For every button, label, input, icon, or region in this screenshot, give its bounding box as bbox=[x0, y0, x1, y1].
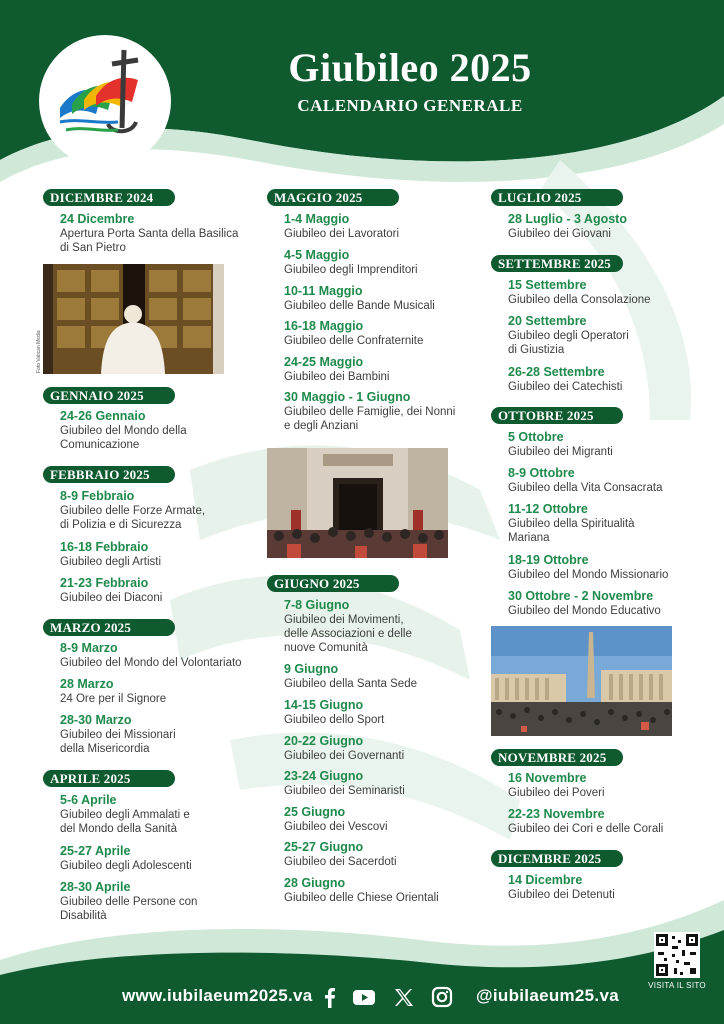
event-date: 25-27 Giugno bbox=[284, 840, 364, 854]
event-item[interactable] bbox=[508, 212, 627, 241]
event-desc: Giubileo degli Ammalati e bbox=[60, 809, 190, 821]
photo-st-peters-square bbox=[491, 626, 672, 736]
jubilee-logo-icon bbox=[38, 34, 172, 168]
event-item[interactable] bbox=[284, 805, 388, 834]
event-item[interactable] bbox=[284, 390, 455, 433]
event-desc: Giubileo delle Famiglie, dei Nonni bbox=[284, 406, 456, 418]
event-date: 28 Marzo bbox=[60, 677, 114, 691]
month-header: OTTOBRE 2025 bbox=[491, 407, 623, 424]
event-desc: della Misericordia bbox=[60, 743, 150, 755]
month-header: DICEMBRE 2025 bbox=[491, 850, 623, 867]
event-desc: Giubileo degli Operatori bbox=[508, 330, 629, 342]
event-desc: Giubileo della Santa Sede bbox=[284, 678, 417, 690]
basilica-entrance-image bbox=[267, 448, 448, 558]
event-item[interactable] bbox=[508, 502, 635, 545]
event-desc: Disabilità bbox=[60, 910, 107, 922]
event-desc: e degli Anziani bbox=[284, 420, 359, 432]
event-desc: Giubileo degli Imprenditori bbox=[284, 264, 418, 276]
event-date: 16 Novembre bbox=[508, 771, 587, 785]
event-date: 16-18 Maggio bbox=[284, 319, 364, 333]
event-date: 28 Giugno bbox=[284, 876, 346, 890]
event-desc: Giubileo del Mondo della bbox=[60, 425, 187, 437]
event-desc: 24 Ore per il Signore bbox=[60, 693, 167, 705]
instagram-icon[interactable] bbox=[430, 986, 454, 1008]
month-header: SETTEMBRE 2025 bbox=[491, 255, 623, 272]
event-date: 20 Settembre bbox=[508, 314, 587, 328]
event-desc: Giubileo dei Diaconi bbox=[60, 592, 163, 604]
event-date: 25-27 Aprile bbox=[60, 844, 131, 858]
event-desc: Giubileo degli Adolescenti bbox=[60, 860, 192, 872]
event-item[interactable] bbox=[508, 553, 668, 582]
month-header: FEBBRAIO 2025 bbox=[43, 466, 175, 483]
x-icon[interactable] bbox=[392, 986, 416, 1008]
event-date: 11-12 Ottobre bbox=[508, 502, 588, 516]
youtube-icon[interactable] bbox=[352, 986, 376, 1008]
event-item[interactable] bbox=[60, 641, 242, 670]
event-item[interactable] bbox=[60, 677, 166, 706]
event-item[interactable] bbox=[508, 466, 663, 495]
event-date: 28-30 Aprile bbox=[60, 880, 131, 894]
month-header: LUGLIO 2025 bbox=[491, 189, 623, 206]
event-date: 26-28 Settembre bbox=[508, 365, 605, 379]
jubilee-logo[interactable] bbox=[38, 34, 172, 168]
event-desc: Giubileo dei Giovani bbox=[508, 228, 611, 240]
event-desc: delle Associazioni e delle bbox=[284, 628, 412, 640]
event-item[interactable] bbox=[284, 598, 412, 655]
event-date: 5 Ottobre bbox=[508, 430, 564, 444]
event-date: 8-9 Ottobre bbox=[508, 466, 575, 480]
event-desc: Giubileo dei Vescovi bbox=[284, 821, 388, 833]
event-item[interactable] bbox=[284, 734, 404, 763]
event-item[interactable] bbox=[284, 876, 439, 905]
event-date: 30 Maggio - 1 Giugno bbox=[284, 390, 411, 404]
event-desc: di Polizia e di Sicurezza bbox=[60, 519, 182, 531]
event-desc: Giubileo delle Chiese Orientali bbox=[284, 892, 439, 904]
event-desc: Giubileo delle Confraternite bbox=[284, 335, 424, 347]
event-item[interactable] bbox=[284, 840, 397, 869]
event-item[interactable] bbox=[60, 793, 190, 836]
month-header: MAGGIO 2025 bbox=[267, 189, 399, 206]
month-header: GIUGNO 2025 bbox=[267, 575, 399, 592]
event-item[interactable] bbox=[284, 662, 417, 691]
event-item[interactable] bbox=[508, 589, 661, 618]
event-desc: Giubileo dei Missionari bbox=[60, 729, 176, 741]
event-date: 18-19 Ottobre bbox=[508, 553, 589, 567]
event-item[interactable] bbox=[60, 880, 197, 923]
event-date: 30 Ottobre - 2 Novembre bbox=[508, 589, 654, 603]
event-date: 14 Dicembre bbox=[508, 873, 583, 887]
event-date: 16-18 Febbraio bbox=[60, 540, 149, 554]
event-date: 20-22 Giugno bbox=[284, 734, 364, 748]
photo-basilica-entrance bbox=[267, 448, 448, 558]
event-date: 5-6 Aprile bbox=[60, 793, 117, 807]
photo-holy-door bbox=[43, 264, 224, 374]
event-item[interactable] bbox=[284, 769, 405, 798]
page-title: Giubileo 2025 bbox=[288, 45, 532, 90]
month-header: MARZO 2025 bbox=[43, 619, 175, 636]
event-item[interactable] bbox=[508, 807, 663, 836]
st-peters-square-image bbox=[491, 626, 672, 736]
event-desc: Giubileo dello Sport bbox=[284, 714, 385, 726]
event-date: 28-30 Marzo bbox=[60, 713, 132, 727]
event-date: 28 Luglio - 3 Agosto bbox=[508, 212, 627, 226]
event-desc: Giubileo degli Artisti bbox=[60, 556, 161, 568]
event-date: 24-25 Maggio bbox=[284, 355, 364, 369]
event-desc: Giubileo del Mondo Educativo bbox=[508, 605, 661, 617]
event-date: 15 Settembre bbox=[508, 278, 587, 292]
event-desc: Giubileo dei Migranti bbox=[508, 446, 613, 458]
event-item[interactable] bbox=[284, 248, 418, 277]
qr-code-icon bbox=[654, 932, 700, 978]
qr-code[interactable] bbox=[654, 932, 700, 978]
event-date: 23-24 Giugno bbox=[284, 769, 364, 783]
event-date: 22-23 Novembre bbox=[508, 807, 605, 821]
event-item[interactable] bbox=[60, 576, 162, 605]
event-item[interactable] bbox=[508, 873, 615, 902]
page-subtitle: CALENDARIO GENERALE bbox=[297, 96, 523, 115]
photo-credit: Foto Vatican Media bbox=[36, 330, 42, 373]
event-date: 7-8 Giugno bbox=[284, 598, 350, 612]
event-desc: del Mondo della Sanità bbox=[60, 823, 177, 835]
month-header: NOVEMBRE 2025 bbox=[491, 749, 623, 766]
event-item[interactable] bbox=[60, 540, 161, 569]
event-date: 24-26 Gennaio bbox=[60, 409, 146, 423]
event-date: 4-5 Maggio bbox=[284, 248, 350, 262]
event-item[interactable] bbox=[284, 284, 435, 313]
event-desc: nuove Comunità bbox=[284, 642, 368, 654]
social-handle[interactable]: @iubilaeum25.va bbox=[476, 986, 619, 1005]
event-date: 8-9 Febbraio bbox=[60, 489, 135, 503]
event-desc: Giubileo delle Forze Armate, bbox=[60, 505, 206, 517]
event-item[interactable] bbox=[60, 489, 205, 532]
facebook-icon[interactable] bbox=[318, 986, 342, 1008]
event-date: 14-15 Giugno bbox=[284, 698, 364, 712]
event-desc: di Giustizia bbox=[508, 344, 565, 356]
event-date: 24 Dicembre bbox=[60, 212, 135, 226]
website-link[interactable]: www.iubilaeum2025.va bbox=[122, 986, 313, 1005]
month-header: APRILE 2025 bbox=[43, 770, 175, 787]
event-item[interactable] bbox=[60, 212, 238, 255]
event-desc: Giubileo dei Cori e delle Corali bbox=[508, 823, 664, 835]
event-desc: Giubileo della Vita Consacrata bbox=[508, 482, 663, 494]
event-item[interactable] bbox=[508, 278, 651, 307]
event-item[interactable] bbox=[284, 212, 399, 241]
event-desc: Giubileo dei Bambini bbox=[284, 371, 390, 383]
event-desc: Giubileo della Consolazione bbox=[508, 294, 651, 306]
event-date: 21-23 Febbraio bbox=[60, 576, 149, 590]
qr-label: VISITA IL SITO bbox=[648, 981, 706, 990]
event-item[interactable] bbox=[60, 409, 187, 452]
event-desc: Giubileo dei Sacerdoti bbox=[284, 856, 397, 868]
event-item[interactable] bbox=[284, 355, 389, 384]
event-date: 8-9 Marzo bbox=[60, 641, 118, 655]
event-desc: Giubileo dei Movimenti, bbox=[284, 614, 404, 626]
holy-door-image bbox=[43, 264, 224, 374]
event-desc: di San Pietro bbox=[60, 242, 126, 254]
month-header: GENNAIO 2025 bbox=[43, 387, 175, 404]
event-desc: Giubileo del Mondo del Volontariato bbox=[60, 657, 242, 669]
event-date: 1-4 Maggio bbox=[284, 212, 350, 226]
event-desc: Giubileo dei Lavoratori bbox=[284, 228, 400, 240]
event-date: 25 Giugno bbox=[284, 805, 346, 819]
event-desc: Giubileo dei Catechisti bbox=[508, 381, 623, 393]
event-item[interactable] bbox=[284, 319, 423, 348]
event-date: 9 Giugno bbox=[284, 662, 339, 676]
event-desc: Giubileo dei Poveri bbox=[508, 787, 605, 799]
event-item[interactable] bbox=[284, 698, 384, 727]
event-desc: Giubileo dei Seminaristi bbox=[284, 785, 405, 797]
month-header: DICEMBRE 2024 bbox=[43, 189, 175, 206]
event-item[interactable] bbox=[60, 713, 176, 756]
event-desc: Mariana bbox=[508, 532, 550, 544]
event-desc: Giubileo dei Detenuti bbox=[508, 889, 615, 901]
event-item[interactable] bbox=[508, 365, 622, 394]
event-item[interactable] bbox=[508, 771, 605, 800]
event-item[interactable] bbox=[508, 430, 613, 459]
event-item[interactable] bbox=[60, 844, 192, 873]
event-desc: Giubileo del Mondo Missionario bbox=[508, 569, 669, 581]
event-date: 10-11 Maggio bbox=[284, 284, 363, 298]
event-desc: Apertura Porta Santa della Basilica bbox=[60, 228, 239, 240]
event-desc: Giubileo delle Bande Musicali bbox=[284, 300, 435, 312]
event-desc: Giubileo della Spiritualità bbox=[508, 518, 635, 530]
event-item[interactable] bbox=[508, 314, 629, 357]
event-desc: Giubileo delle Persone con bbox=[60, 896, 198, 908]
event-desc: Comunicazione bbox=[60, 439, 140, 451]
event-desc: Giubileo dei Governanti bbox=[284, 750, 405, 762]
